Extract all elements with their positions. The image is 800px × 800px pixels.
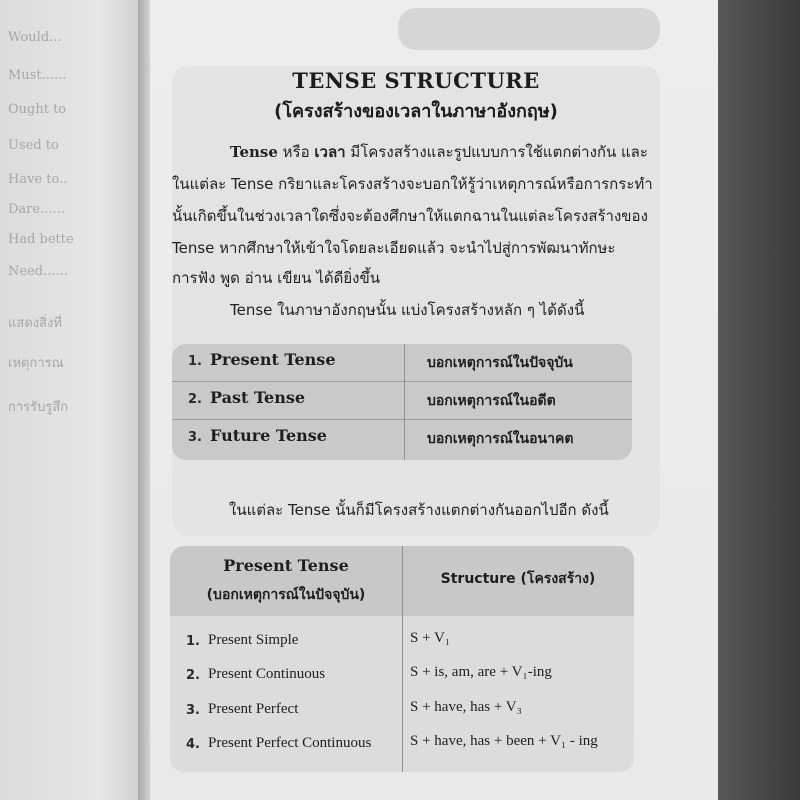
table-row	[172, 382, 632, 420]
left-page-line: แสดงสิ่งที่	[8, 316, 62, 331]
column-divider	[404, 344, 405, 460]
left-page-line: Need......	[8, 264, 68, 279]
header-present-tense: Present Tense	[223, 556, 349, 575]
left-page-line: การรับรูสึก	[8, 400, 69, 415]
left-page-line: Had bette	[8, 232, 74, 247]
table-row	[172, 344, 632, 382]
tense-structure: S + have, has + been + V₁ - ing	[410, 733, 598, 749]
sub-structures-intro: ในแต่ละ Tense นั้นก็มีโครงสร้างแตกต่างกันออกไปอีก ดังนี้	[229, 501, 609, 519]
main-tenses-table	[172, 344, 632, 460]
page-title: TENSE STRUCTURE	[292, 68, 540, 93]
tense-description: บอกเหตุการณ์ในปัจจุบัน	[427, 355, 573, 371]
tense-name: Present Continuous	[208, 666, 326, 682]
tense-name: Future Tense	[210, 426, 327, 445]
row-number: 3.	[188, 430, 202, 445]
row-number: 2.	[188, 392, 202, 407]
left-page-line: เหตุการณ	[8, 356, 64, 371]
left-page-line: Used to	[8, 138, 59, 153]
left-page-line: Would...	[8, 30, 62, 45]
row-number: 1.	[188, 354, 202, 369]
background-surface	[718, 0, 800, 800]
intro-line-5: การฟัง พูด อ่าน เขียน ได้ดียิ่งขึ้น	[172, 269, 380, 287]
intro-bold-tense: Tense	[230, 143, 278, 161]
tense-name: Present Perfect Continuous	[208, 735, 372, 751]
row-number: 3.	[186, 703, 200, 718]
page-subtitle: (โครงสร้างของเวลาในภาษาอังกฤษ)	[274, 101, 558, 122]
tense-description: บอกเหตุการณ์ในอดีต	[427, 393, 556, 409]
tense-name: Present Tense	[210, 350, 336, 369]
tense-structure: S + V₁	[410, 630, 451, 646]
tense-name: Present Simple	[208, 632, 299, 648]
present-tense-table	[170, 546, 634, 772]
intro-line-3: นั้นเกิดขึ้นในช่วงเวลาใดซึ่งจะต้องศึกษาให้แตกฉานในแต่ละโครงสร้างของ	[172, 207, 648, 225]
left-page	[0, 0, 142, 800]
header-structure: Structure (โครงสร้าง)	[440, 571, 596, 587]
intro-line-2: ในแต่ละ Tense กริยาและโครงสร้างจะบอกให้รู้ว่าเหตุการณ์หรือการกระทำ	[172, 175, 653, 193]
column-divider	[402, 546, 403, 772]
intro-text: หรือ	[277, 143, 315, 161]
row-number: 2.	[186, 668, 200, 683]
intro-text: มีโครงสร้างและรูปแบบการใช้แตกต่างกัน และ	[345, 143, 648, 161]
header-present-tense-thai: (บอกเหตุการณ์ในปัจจุบัน)	[206, 587, 366, 603]
tense-structure: S + have, has + V₃	[410, 699, 522, 715]
intro-line-4: Tense หากศึกษาให้เข้าใจโดยละเอียดแล้ว จะนำไปสู่การพัฒนาทักษะ	[172, 239, 616, 257]
tense-structure: S + is, am, are + V₁-ing	[410, 664, 552, 680]
row-number: 4.	[186, 737, 200, 752]
row-number: 1.	[186, 634, 200, 649]
left-page-line: Must......	[8, 68, 67, 83]
left-page-line: Have to..	[8, 172, 68, 187]
left-page-line: Dare......	[8, 202, 65, 217]
page-tab-decoration	[398, 8, 660, 50]
left-page-line: Ought to	[8, 102, 67, 117]
tense-description: บอกเหตุการณ์ในอนาคต	[427, 431, 574, 447]
tense-name: Present Perfect	[208, 701, 299, 717]
main-structures-intro: Tense ในภาษาอังกฤษนั้น แบ่งโครงสร้างหลัก ๆ ได้ดังนี้	[230, 301, 585, 319]
intro-bold-time: เวลา	[314, 143, 346, 161]
tense-name: Past Tense	[210, 388, 306, 407]
intro-line-1	[230, 140, 700, 164]
table-row	[172, 420, 632, 457]
